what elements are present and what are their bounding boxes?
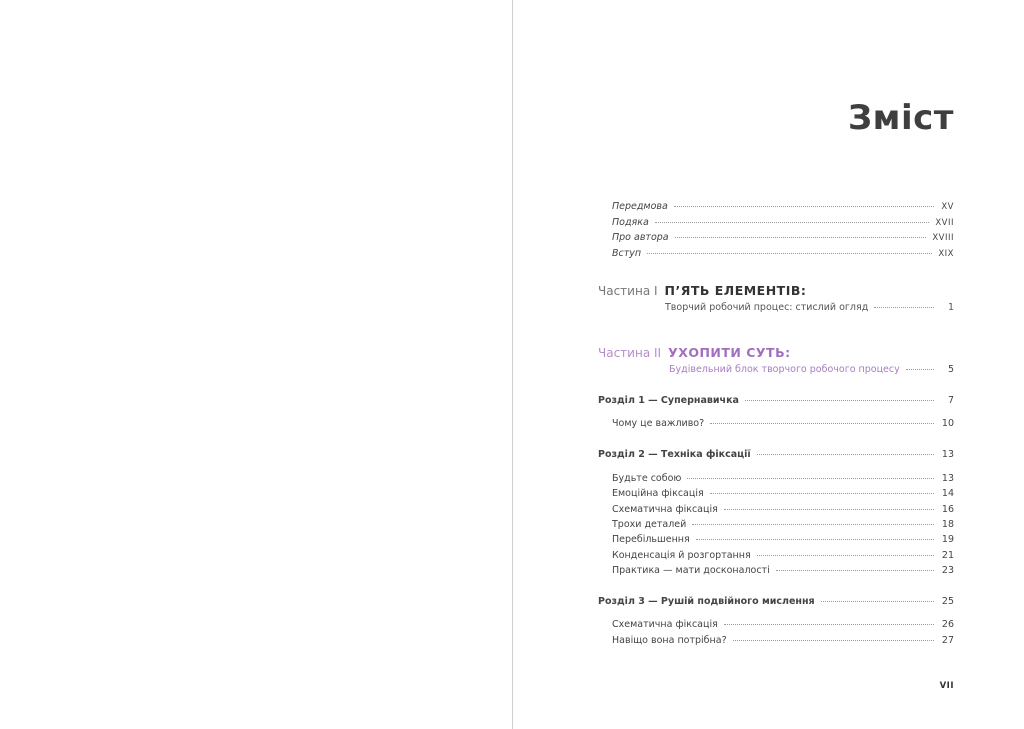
dot-leader — [724, 509, 934, 510]
toc-entry-front-matter[interactable] — [612, 201, 954, 212]
toc-entry-label: Схематична фіксація — [612, 619, 718, 630]
toc-entry-label: Подяка — [612, 217, 649, 228]
part-label: Частина II — [598, 346, 662, 360]
dot-leader — [674, 206, 934, 207]
dot-leader — [647, 253, 932, 254]
toc-entry-page: 13 — [941, 449, 954, 460]
dot-leader — [710, 493, 934, 494]
toc-entry-label: Чому це важливо? — [612, 418, 705, 429]
toc-entry-page: 18 — [941, 519, 954, 530]
toc-entry-page: 14 — [941, 488, 954, 499]
toc-entry-page: XV — [941, 202, 954, 212]
part-title: УХОПИТИ СУТЬ: — [668, 345, 791, 360]
part-heading-2[interactable] — [598, 345, 791, 360]
dot-leader — [655, 222, 930, 223]
toc-entry-page: 16 — [941, 504, 954, 515]
toc-entry-page: 27 — [941, 635, 954, 646]
part-title: П’ЯТЬ ЕЛЕМЕНТІВ: — [664, 283, 807, 298]
toc-entry-page: 26 — [941, 619, 954, 630]
toc-entry-front-matter[interactable] — [612, 232, 954, 243]
toc-entry-label: Передмова — [612, 201, 668, 212]
toc-entry-page: 21 — [941, 550, 954, 561]
dot-leader — [687, 478, 934, 479]
toc-entry-part-subtitle[interactable] — [665, 302, 954, 313]
dot-leader — [724, 624, 934, 625]
toc-entry-label: Будівельний блок творчого робочого процесу — [669, 364, 900, 375]
toc-entry-label: Розділ 2 — Техніка фіксації — [598, 449, 751, 460]
page-number: VII — [939, 681, 954, 691]
toc-entry-label: Емоційна фіксація — [612, 488, 704, 499]
toc-entry-label: Навіщо вона потрібна? — [612, 635, 727, 646]
toc-section-entry[interactable] — [612, 619, 954, 630]
toc-entry-label: Про автора — [612, 232, 669, 243]
page-title: Зміст — [848, 98, 954, 138]
dot-leader — [757, 555, 934, 556]
toc-entry-part-subtitle[interactable] — [669, 364, 954, 375]
toc-section-entry[interactable] — [612, 635, 954, 646]
toc-entry-page: 10 — [941, 418, 954, 429]
toc-section-entry[interactable] — [612, 519, 954, 530]
toc-entry-label: Схематична фіксація — [612, 504, 718, 515]
toc-entry-label: Розділ 1 — Супернавичка — [598, 395, 739, 406]
dot-leader — [757, 454, 934, 455]
toc-entry-front-matter[interactable] — [612, 248, 954, 259]
toc-entry-label: Будьте собою — [612, 473, 682, 484]
toc-section-entry[interactable] — [612, 418, 954, 429]
toc-entry-page: 7 — [947, 395, 954, 406]
toc-entry-page: XVII — [935, 218, 954, 228]
toc-entry-label: Розділ 3 — Рушій подвійного мислення — [598, 596, 815, 607]
toc-entry-page: 13 — [941, 473, 954, 484]
toc-section-entry[interactable] — [612, 565, 954, 576]
toc-chapter-entry[interactable] — [598, 449, 954, 460]
toc-entry-page: 23 — [941, 565, 954, 576]
toc-entry-page: XIX — [938, 249, 954, 259]
toc-entry-page: 19 — [941, 534, 954, 545]
toc-section-entry[interactable] — [612, 534, 954, 545]
toc-entry-front-matter[interactable] — [612, 217, 954, 228]
toc-entry-label: Трохи деталей — [612, 519, 687, 530]
dot-leader — [906, 369, 934, 370]
toc-entry-label: Практика — мати досконалості — [612, 565, 770, 576]
toc-section-entry[interactable] — [612, 488, 954, 499]
dot-leader — [692, 524, 934, 525]
dot-leader — [675, 237, 927, 238]
toc-entry-label: Вступ — [612, 248, 642, 259]
dot-leader — [710, 423, 934, 424]
dot-leader — [821, 601, 934, 602]
toc-entry-label: Конденсація й розгортання — [612, 550, 751, 561]
book-spine-divider — [512, 0, 513, 729]
toc-section-entry[interactable] — [612, 504, 954, 515]
toc-chapter-entry[interactable] — [598, 395, 954, 406]
dot-leader — [696, 539, 934, 540]
dot-leader — [874, 307, 934, 308]
toc-entry-label: Перебільшення — [612, 534, 690, 545]
toc-entry-page: 25 — [941, 596, 954, 607]
dot-leader — [733, 640, 934, 641]
toc-entry-page: 5 — [947, 364, 954, 375]
toc-entry-page: 1 — [947, 302, 954, 313]
toc-section-entry[interactable] — [612, 473, 954, 484]
toc-chapter-entry[interactable] — [598, 596, 954, 607]
part-label: Частина I — [598, 284, 658, 298]
toc-entry-page: XVIII — [932, 233, 954, 243]
part-heading-1[interactable] — [598, 283, 806, 298]
dot-leader — [776, 570, 934, 571]
toc-entry-label: Творчий робочий процес: стислий огляд — [665, 302, 869, 313]
toc-section-entry[interactable] — [612, 550, 954, 561]
dot-leader — [745, 400, 934, 401]
